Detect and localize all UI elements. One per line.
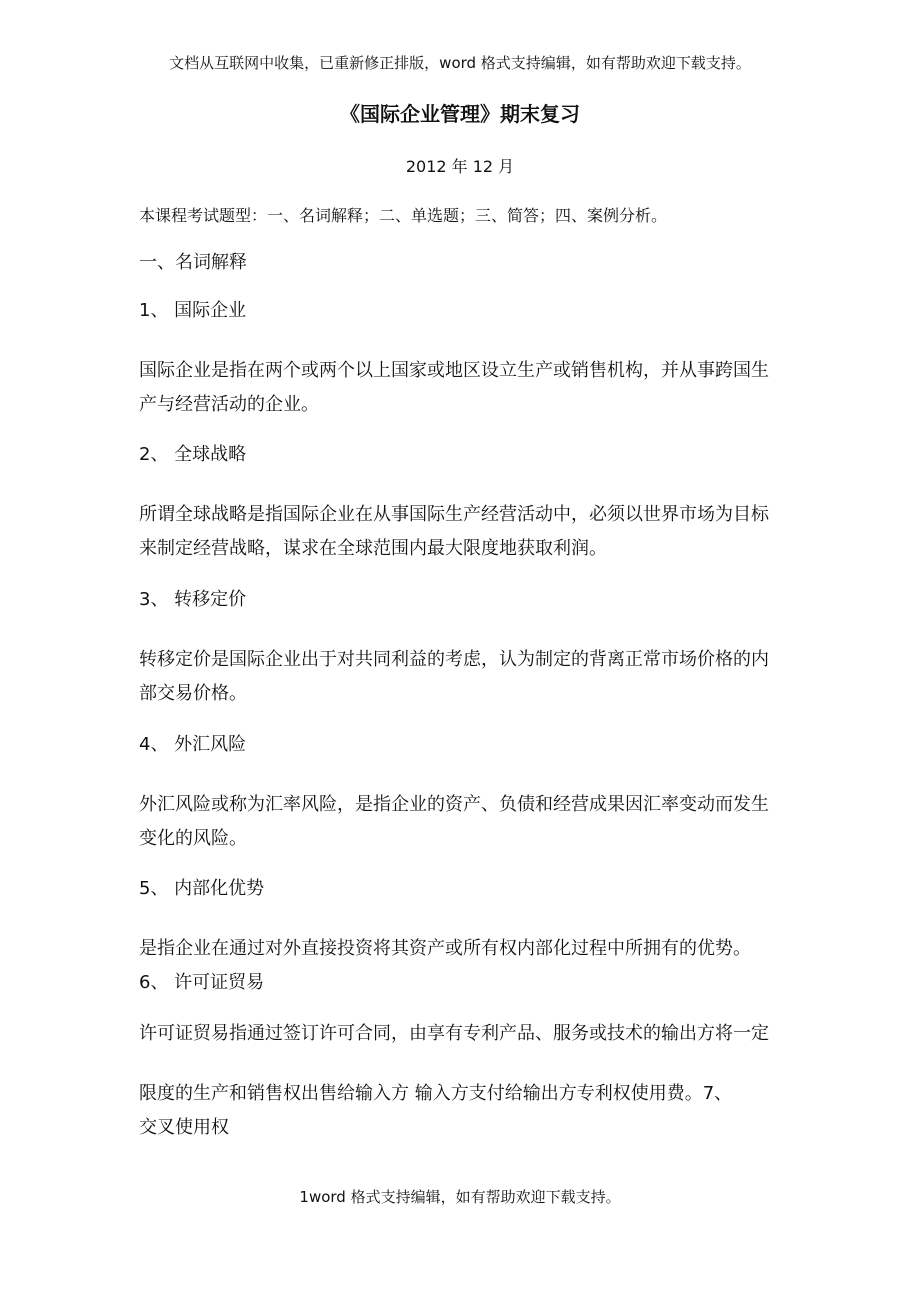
term-heading-2: 2、 全球战略	[139, 444, 247, 465]
document-title: 《国际企业管理》期末复习	[340, 102, 580, 126]
term-definition-6-line-1: 许可证贸易指通过签订许可合同，由享有专利产品、服务或技术的输出方将一定	[139, 1023, 769, 1044]
term-definition-5-line-1: 是指企业在通过对外直接投资将其资产或所有权内部化过程中所拥有的优势。	[139, 938, 751, 959]
term-heading-5: 5、 内部化优势	[139, 878, 265, 899]
section-heading: 一、名词解释	[139, 252, 247, 273]
term-heading-3: 3、 转移定价	[139, 589, 247, 610]
term-definition-2-line-2: 来制定经营战略，谋求在全球范围内最大限度地获取利润。	[139, 538, 607, 559]
term-heading-1: 1、 国际企业	[139, 300, 247, 321]
term-heading-6: 6、 许可证贸易	[139, 972, 265, 993]
term-definition-1-line-1: 国际企业是指在两个或两个以上国家或地区设立生产或销售机构，并从事跨国生	[139, 360, 769, 381]
exam-types-note: 本课程考试题型：一、名词解释；二、单选题；三、简答；四、案例分析。	[139, 206, 668, 225]
term-definition-4-line-2: 变化的风险。	[139, 828, 247, 849]
term-definition-1-line-2: 产与经营活动的企业。	[139, 394, 319, 415]
term-heading-4: 4、 外汇风险	[139, 734, 247, 755]
term-definition-2-line-1: 所谓全球战略是指国际企业在从事国际生产经营活动中，必须以世界市场为目标	[139, 504, 769, 525]
term-definition-6-line-3: 交叉使用权	[139, 1117, 229, 1138]
footer-note: 1word 格式支持编辑，如有帮助欢迎下载支持。	[299, 1188, 621, 1206]
term-definition-3-line-2: 部交易价格。	[139, 683, 247, 704]
header-note: 文档从互联网中收集，已重新修正排版，word 格式支持编辑，如有帮助欢迎下载支持。	[169, 54, 751, 72]
document-date: 2012 年 12 月	[405, 157, 515, 176]
term-definition-6-line-2: 限度的生产和销售权出售给输入方 输入方支付给输出方专利权使用费。7、	[139, 1083, 733, 1104]
term-definition-3-line-1: 转移定价是国际企业出于对共同利益的考虑，认为制定的背离正常市场价格的内	[139, 649, 769, 670]
term-definition-4-line-1: 外汇风险或称为汇率风险，是指企业的资产、负债和经营成果因汇率变动而发生	[139, 794, 769, 815]
